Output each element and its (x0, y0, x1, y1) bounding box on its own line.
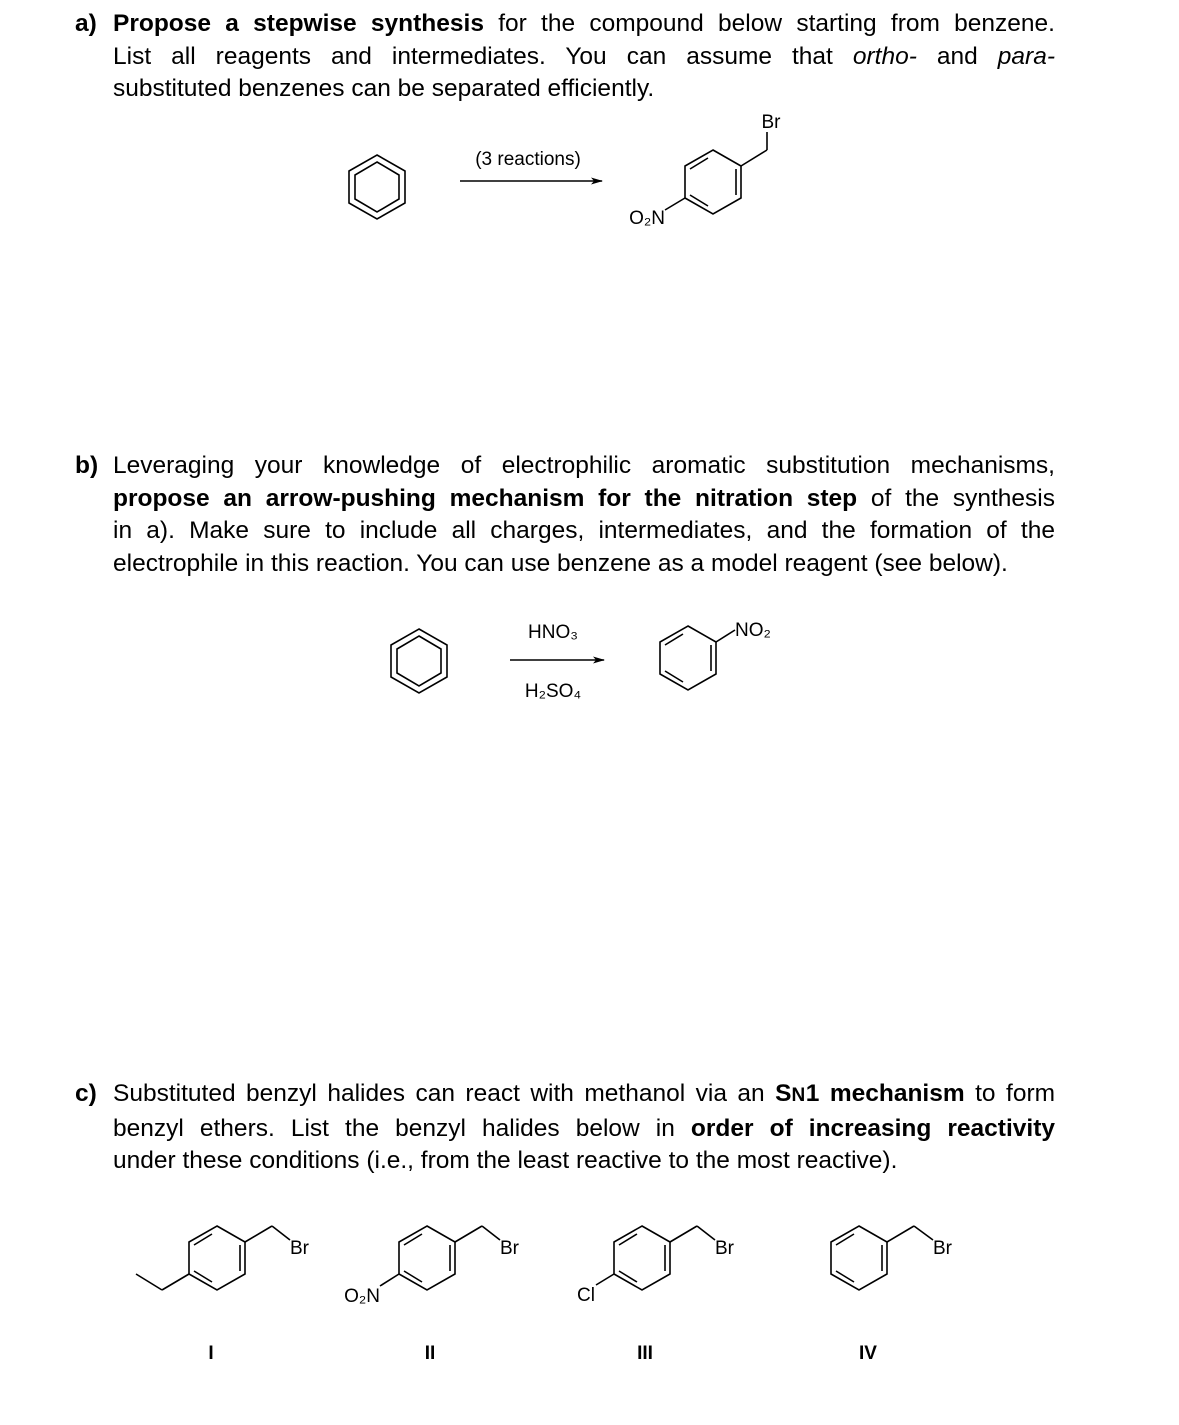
question-a-line-1: Propose a stepwise synthesis for the compound below starting from benzene. (113, 10, 1055, 37)
benzene-structure-a (349, 155, 405, 219)
question-b-line-4: electrophile in this reaction. You can use benzene as a model reagent (see below). (113, 549, 1008, 577)
compound-ii-structure (380, 1226, 500, 1290)
compound-iii-substituent: Cl (577, 1285, 595, 1306)
product-o2n-label-a: O₂N (629, 208, 665, 229)
compound-ii-numeral: II (424, 1343, 436, 1364)
arrow-label-a: (3 reactions) (475, 149, 581, 170)
compound-i-numeral: I (208, 1343, 214, 1364)
compound-iii-numeral: III (637, 1343, 653, 1364)
question-b-line-1: Leveraging your knowledge of electrophilic aromatic substitution mechanisms, (113, 452, 1055, 479)
compound-iii-halogen: Br (715, 1238, 734, 1259)
reagent-h2so4-label: H₂SO₄ (524, 681, 582, 702)
question-b-line-3: in a). Make sure to include all charges, intermediates, and the formation of the (113, 517, 1055, 544)
question-c-label: c) (75, 1080, 97, 1107)
compound-i-halogen: Br (290, 1238, 309, 1259)
benzene-structure-b (391, 629, 447, 693)
product-no2-label-b: NO₂ (735, 620, 771, 641)
compound-iv-structure (831, 1226, 933, 1290)
compound-iii-structure (596, 1226, 715, 1290)
question-b-line-2: propose an arrow-pushing mechanism for the nitration step of the synthesis (113, 484, 1055, 512)
nitrobenzyl-bromide-product-a (665, 132, 767, 214)
reagent-hno3-label: HNO₃ (528, 622, 578, 643)
question-b-label: b) (75, 452, 99, 479)
compound-iv-halogen: Br (933, 1238, 952, 1259)
question-a-line-2: List all reagents and intermediates. You can assume that ortho- and para- (113, 42, 1055, 70)
compound-ii-halogen: Br (500, 1238, 519, 1259)
compound-iv-numeral: IV (859, 1343, 877, 1364)
product-br-label-a: Br (761, 112, 781, 133)
question-a-label: a) (75, 10, 97, 37)
nitrobenzene-structure-b (660, 626, 735, 690)
compound-ii-substituent: O₂N (344, 1286, 380, 1307)
question-c-line-3: under these conditions (i.e., from the least reactive to the most reactive). (113, 1147, 898, 1174)
compound-i-structure (136, 1226, 290, 1290)
question-c-line-2: benzyl ethers. List the benzyl halides below in order of increasing reactivity (113, 1114, 1055, 1142)
question-a-line-3: substituted benzenes can be separated efficiently. (113, 75, 655, 102)
question-c-line-1: Substituted benzyl halides can react with methanol via an SN1 mechanism to form (113, 1080, 1056, 1107)
